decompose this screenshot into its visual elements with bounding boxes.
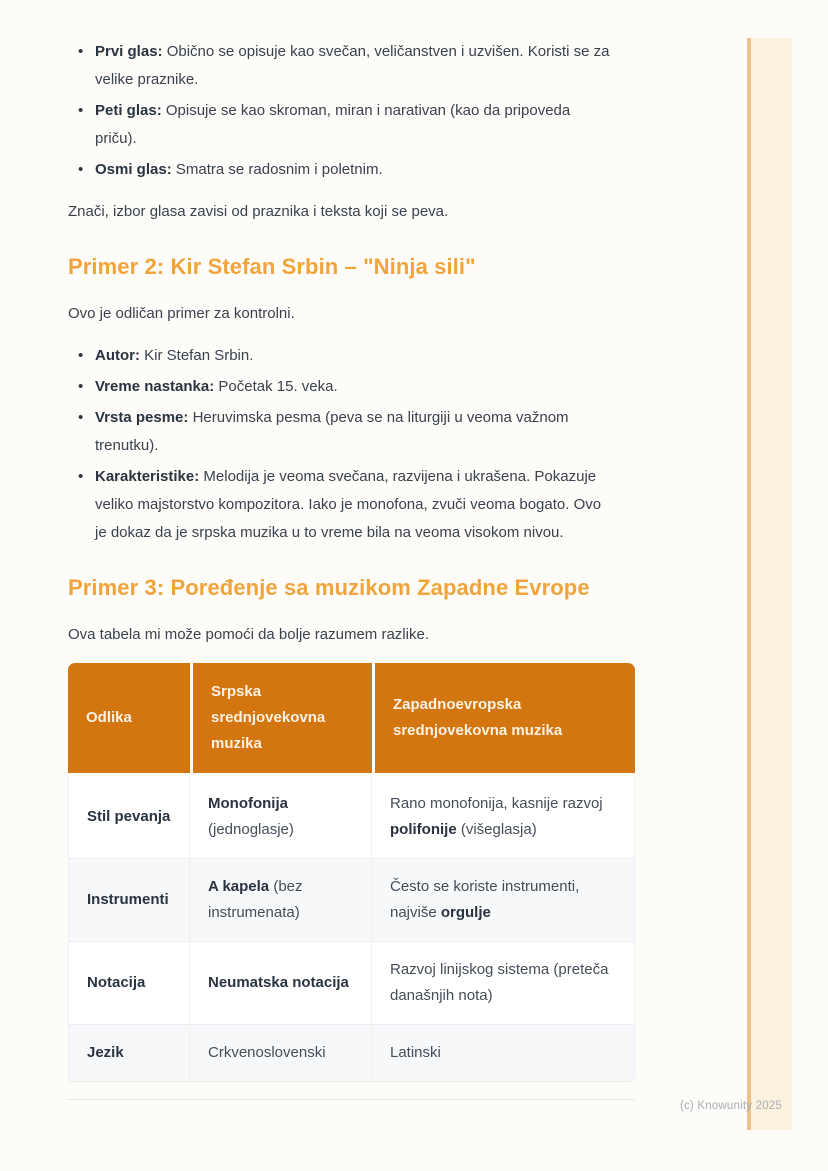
list-item <box>95 38 613 94</box>
paragraph-primer-2-intro: Ovo je odličan primer za kontrolni. <box>68 305 295 322</box>
list-item-label: Vreme nastanka: <box>95 378 215 395</box>
list-item-text: Obično se opisuje kao svečan, veličanstven i uzvišen. Koristi se za velike praznike. <box>95 43 610 88</box>
list-item <box>95 373 613 401</box>
copyright-note: (c) Knowunity 2025 <box>679 1100 782 1112</box>
document-content <box>68 38 635 1100</box>
cell-western: Latinski <box>372 1025 635 1082</box>
list-item-label: Karakteristike: <box>95 468 200 485</box>
footer-divider <box>68 1099 635 1100</box>
paragraph-conclusion-voices: Znači, izbor glasa zavisi od praznika i teksta koji se peva. <box>68 203 449 220</box>
page-edge-band <box>751 38 792 1130</box>
page-edge-line <box>747 38 751 1130</box>
comparison-table <box>68 663 635 1082</box>
cell-serbian: Monofonija (jednoglasje) <box>190 776 372 859</box>
section-heading-primer-3: Primer 3: Poređenje sa muzikom Zapadne Evrope <box>68 575 590 600</box>
list-item-label: Vrsta pesme: <box>95 409 189 426</box>
cell-feature: Stil pevanja <box>68 776 190 859</box>
table-row <box>68 859 635 942</box>
list-item <box>95 463 613 547</box>
list-item <box>95 342 613 370</box>
cell-serbian: Crkvenoslovenski <box>190 1025 372 1082</box>
list-item-text: Opisuje se kao skroman, miran i narativan (kao da pripoveda priču). <box>95 102 571 147</box>
list-item <box>95 156 613 184</box>
list-item-label: Osmi glas: <box>95 161 172 178</box>
table-row <box>68 1025 635 1082</box>
cell-feature: Instrumenti <box>68 859 190 942</box>
section-heading-primer-2: Primer 2: Kir Stefan Srbin – "Ninja sili" <box>68 254 476 279</box>
column-header-feature: Odlika <box>68 663 190 776</box>
list-item-label: Prvi glas: <box>95 43 163 60</box>
list-item <box>95 97 613 153</box>
table-header-row <box>68 663 635 776</box>
list-item-text: Smatra se radosnim i poletnim. <box>175 161 383 178</box>
list-item-label: Peti glas: <box>95 102 162 119</box>
song-facts-list <box>68 342 635 547</box>
table-row <box>68 776 635 859</box>
table-row <box>68 942 635 1025</box>
cell-western: Razvoj linijskog sistema (preteča današnjih nota) <box>372 942 635 1025</box>
cell-serbian: Neumatska notacija <box>190 942 372 1025</box>
cell-western: Često se koriste instrumenti, najviše orgulje <box>372 859 635 942</box>
voice-description-list <box>68 38 635 184</box>
cell-western: Rano monofonija, kasnije razvoj polifonije (višeglasja) <box>372 776 635 859</box>
column-header-western: Zapadnoevropska srednjovekovna muzika <box>372 663 635 776</box>
cell-feature: Jezik <box>68 1025 190 1082</box>
column-header-serbian: Srpska srednjovekovna muzika <box>190 663 372 776</box>
paragraph-primer-3-intro: Ova tabela mi može pomoći da bolje razumem razlike. <box>68 626 429 643</box>
list-item <box>95 404 613 460</box>
list-item-text: Melodija je veoma svečana, razvijena i ukrašena. Pokazuje veliko majstorstvo kompozitora. Iako je monofona, zvuči veoma bogato. Ovo je dokaz da je srpska muzika u to vreme bila na veoma visokom nivou. <box>95 468 602 541</box>
list-item-label: Autor: <box>95 347 140 364</box>
list-item-text: Početak 15. veka. <box>218 378 338 395</box>
cell-feature: Notacija <box>68 942 190 1025</box>
cell-serbian: A kapela (bez instrumenata) <box>190 859 372 942</box>
list-item-text: Kir Stefan Srbin. <box>144 347 254 364</box>
list-item-text: Heruvimska pesma (peva se na liturgiji u veoma važnom trenutku). <box>95 409 569 454</box>
